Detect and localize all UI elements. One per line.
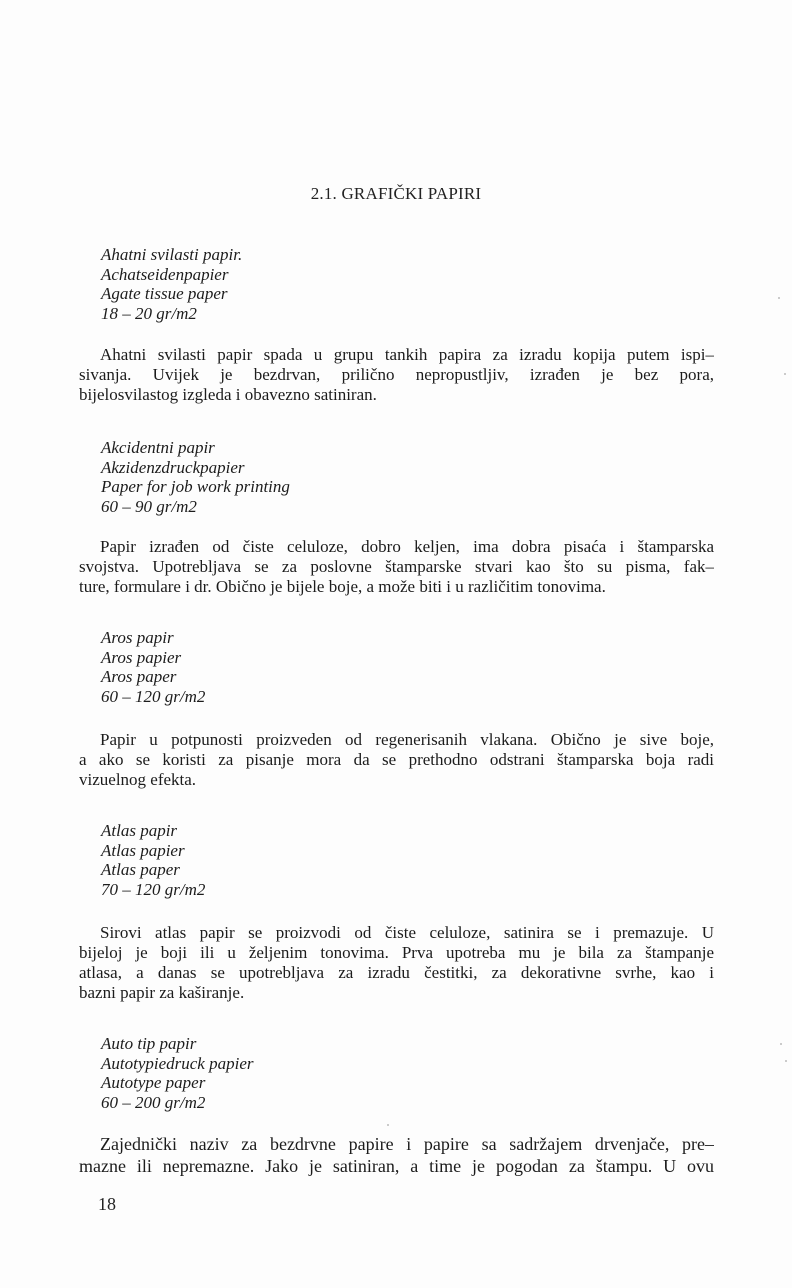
entry-name-english: Atlas paper	[101, 860, 180, 879]
entry-title-block	[101, 245, 242, 323]
entry-name-local: Akcidentni papir	[101, 438, 215, 457]
entry-name-german: Autotypiedruck papier	[101, 1053, 254, 1073]
scan-speck	[780, 1043, 782, 1045]
entry-description	[79, 345, 714, 405]
entry-description	[79, 923, 714, 1003]
entry-title-block	[101, 628, 205, 706]
entry-title-block	[101, 438, 290, 516]
entry-title-block	[101, 821, 205, 899]
section-heading: 2.1. GRAFIČKI PAPIRI	[310, 184, 482, 203]
entry-name-german: Akzidenzdruckpapier	[101, 457, 245, 477]
description-line: atlasa, a danas se upotrebljava za izradu čestitki, za dekorativne svrhe, kao i	[79, 963, 714, 982]
entry-grammage: 60 – 120 gr/m2	[101, 686, 206, 706]
description-line: mazne ili nepremazne. Jako je satiniran, a time je pogodan za štampu. U ovu	[79, 1156, 714, 1176]
description-line: svojstva. Upotrebljava se za poslovne štamparske stvari kao što su pisma, fak–	[79, 557, 714, 576]
entry-name-local: Atlas papir	[101, 821, 178, 840]
entry-name-german: Atlas papier	[101, 840, 185, 860]
description-line: ture, formulare i dr. Obično je bijele boje, a može biti i u različitim tonovima.	[79, 577, 606, 596]
description-line: bijelosvilastog izgleda i obavezno satiniran.	[79, 385, 377, 404]
entry-name-local: Auto tip papir	[101, 1034, 197, 1053]
description-line: bijeloj je boji ili u željenim tonovima. Prva upotreba mu je bila za štampanje	[79, 943, 714, 962]
entry-name-english: Paper for job work printing	[101, 477, 290, 496]
description-line: sivanja. Uvijek je bezdrvan, prilično nepropustljiv, izrađen je bez pora,	[79, 365, 714, 384]
entry-name-local: Aros papir	[101, 628, 174, 647]
description-line: a ako se koristi za pisanje mora da se prethodno odstrani štamparska boja radi	[79, 750, 714, 769]
scan-speck	[387, 1124, 389, 1126]
entry-grammage: 18 – 20 gr/m2	[101, 303, 197, 323]
description-line: bazni papir za kaširanje.	[79, 983, 245, 1002]
page-number: 18	[98, 1194, 116, 1214]
entry-description	[79, 730, 714, 790]
description-line: vizuelnog efekta.	[79, 770, 197, 789]
entry-name-local: Ahatni svilasti papir.	[101, 245, 243, 264]
entry-grammage: 70 – 120 gr/m2	[101, 879, 206, 899]
entry-name-english: Aros paper	[101, 667, 177, 686]
description-line: Papir u potpunosti proizveden od regenerisanih vlakana. Obično je sive boje,	[100, 730, 714, 749]
entry-description	[79, 537, 714, 597]
scan-speck	[778, 297, 780, 299]
description-line: Zajednički naziv za bezdrvne papire i papire sa sadržajem drvenjače, pre–	[100, 1134, 714, 1154]
entry-name-german: Achatseidenpapier	[101, 264, 229, 284]
entry-grammage: 60 – 90 gr/m2	[101, 496, 197, 516]
entry-grammage: 60 – 200 gr/m2	[101, 1092, 206, 1112]
entry-title-block	[101, 1034, 254, 1112]
description-line: Papir izrađen od čiste celuloze, dobro keljen, ima dobra pisaća i štamparska	[100, 537, 714, 556]
scan-speck	[784, 373, 786, 375]
entry-name-german: Aros papier	[101, 647, 182, 667]
description-line: Sirovi atlas papir se proizvodi od čiste celuloze, satinira se i premazuje. U	[100, 923, 714, 942]
entry-description	[79, 1133, 714, 1177]
entry-name-english: Agate tissue paper	[101, 284, 228, 303]
entry-name-english: Autotype paper	[101, 1073, 206, 1092]
description-line: Ahatni svilasti papir spada u grupu tankih papira za izradu kopija putem ispi–	[100, 345, 714, 364]
scan-speck	[785, 1060, 787, 1062]
